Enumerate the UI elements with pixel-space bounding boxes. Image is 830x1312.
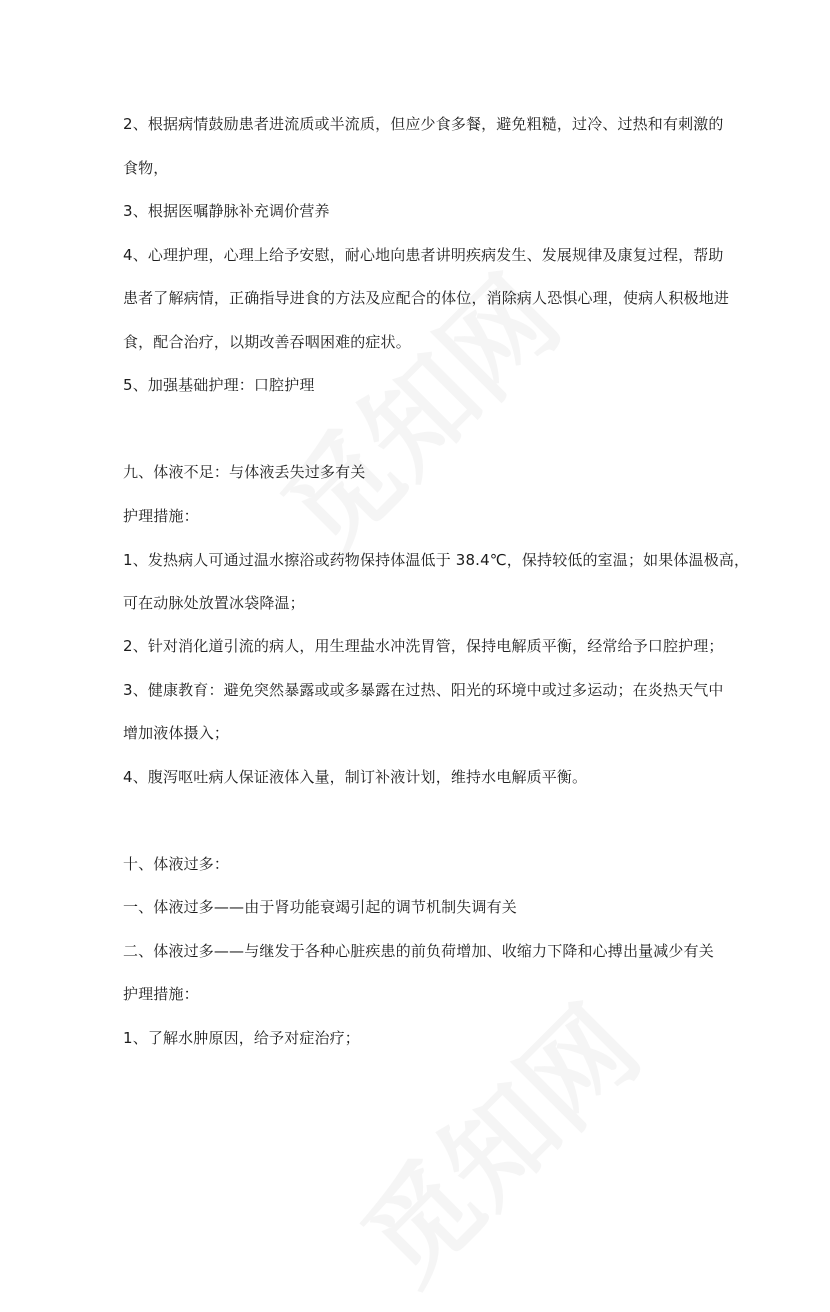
- text-line: 食，配合治疗，以期改善吞咽困难的症状。: [123, 333, 411, 351]
- text-line: 护理措施：: [123, 985, 199, 1003]
- text-line: 护理措施：: [123, 507, 199, 525]
- section-heading: 十、体液过多：: [123, 855, 230, 873]
- text-line: 3、健康教育：避免突然暴露或或多暴露在过热、阳光的环境中或过多运动；在炎热天气中: [123, 681, 724, 699]
- text-line: 4、腹泻呕吐病人保证液体入量，制订补液计划，维持水电解质平衡。: [123, 768, 588, 786]
- text-line: 增加液体摄入；: [123, 724, 230, 742]
- text-line: 2、根据病情鼓励患者进流质或半流质，但应少食多餐，避免粗糙，过冷、过热和有刺激的: [123, 115, 724, 133]
- text-line: 可在动脉处放置冰袋降温；: [123, 594, 305, 612]
- text-line: 食物，: [123, 159, 169, 177]
- text-line: 1、发热病人可通过温水擦浴或药物保持体温低于 38.4℃，保持较低的室温；如果体温极高，: [123, 551, 750, 569]
- text-line: 患者了解病情，正确指导进食的方法及应配合的体位，消除病人恐惧心理，使病人积极地进: [123, 289, 730, 307]
- text-line: 3、根据医嘱静脉补充调价营养: [123, 202, 330, 220]
- section-heading: 九、体液不足：与体液丢失过多有关: [123, 463, 366, 481]
- text-line: 4、心理护理，心理上给予安慰，耐心地向患者讲明疾病发生、发展规律及康复过程，帮助: [123, 246, 724, 264]
- text-line: 1、了解水肿原因，给予对症治疗；: [123, 1029, 360, 1047]
- text-line: 一、体液过多——由于肾功能衰竭引起的调节机制失调有关: [123, 898, 517, 916]
- watermark: [322, 966, 667, 1311]
- text-line: 2、针对消化道引流的病人，用生理盐水冲洗胃管，保持电解质平衡，经常给予口腔护理；: [123, 637, 724, 655]
- text-line: 5、加强基础护理：口腔护理: [123, 376, 315, 394]
- text-line: 二、体液过多——与继发于各种心脏疾患的前负荷增加、收缩力下降和心搏出量减少有关: [123, 942, 714, 960]
